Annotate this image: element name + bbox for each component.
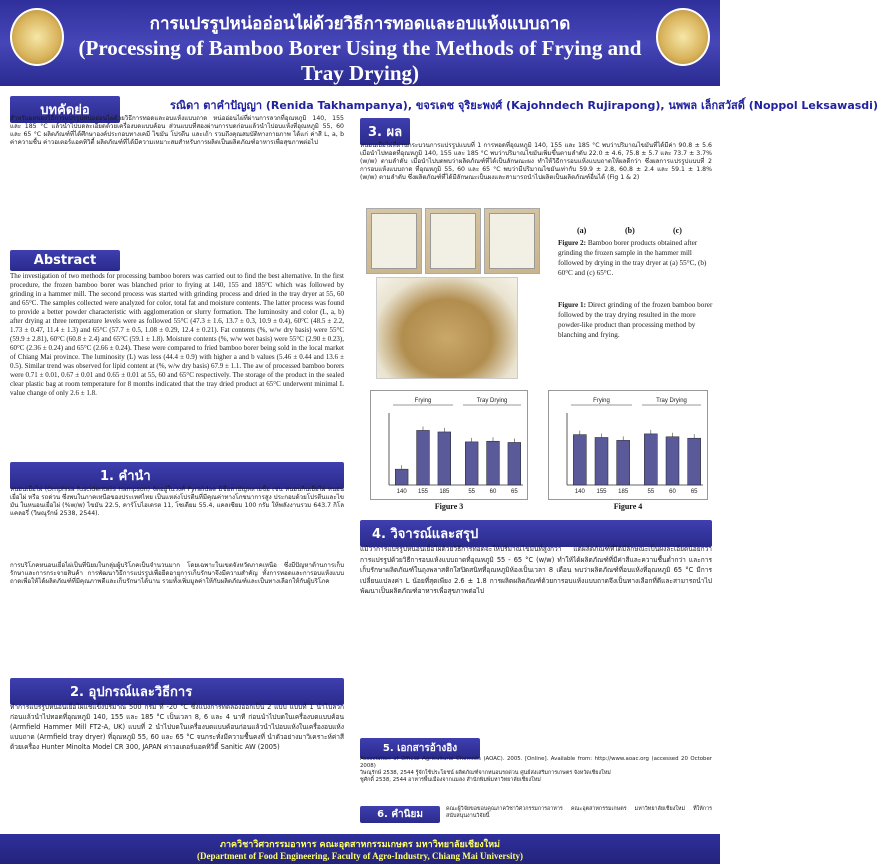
x-tick-label: 155 [417, 489, 429, 495]
abstract-english-text: The investigation of two methods for processing bamboo borers was carried out to find the best alternative. In the first procedure, the frozen bamboo borer was blanched prior to frying at 140, 155 and 185°C which was followed by grinding in a hammer mill. The second process was started with grinding process and dried in the tray dryer at 55, 60 and 65°C. The samples collected were analyzed for color, total fat and moisture contents. The latter process was found to provide a better powder characteristic with agglomeration or slurry formation. The luminosity and color (L, a, b) after drying at three temperature levels were as followed 55°C (47.3 ± 1.6, 13.7 ± 0.3, 10.9 ± 0.4), 60°C (48.5 ± 2.2, 1.73 ± 0.47, 11.4 ± 1.3) and 65°C (57.7 ± 0.5, 1.08 ± 0.29, 12.4 ± 0.21). Fat contents (%, w/w dry basis) were 55°C (59.9 ± 2.81), 60°C (60.8 ± 2.4) and 65°C (59.1 ± 1.8). Moisture contents (%, w/w wet basis) were 55°C (2.90 ± 0.23), 60°C (2.36 ± 0.24) and 65°C (2.66 ± 0.24). These were compared to fried bamboo borer being sold in the local market of Chiang Mai province. The luminosity (L) was less (44.4 ± 0.9) with higher a and b values (5.46 ± 0.44 and 13.6 ± 0.5). Similar trend was observed for lipid content at (%, w/w dry basis) 67.9 ± 1.1. The aw of processed bamboo borers were 0.71 ± 0.01, 0.67 ± 0.01 and 0.65 ± 0.01 at 55, 60 and 65°C respectively. The storage of the product in the sealed clear plastic bag at room temperature for 8 months indicated that the tray dried product at 65°C underwent minimal L value change of only 2.6 ± 1.8. [10, 272, 344, 397]
reference-item: ชูศักดิ์ 2538, 2544 อาหารพื้นเมืองจากแมลง สำนักพิมพ์มหาวิทยาลัยเชียงใหม่ [360, 777, 541, 783]
figure-4-chart [548, 390, 708, 500]
acknowledgment-text: คณะผู้วิจัยขอขอบคุณภาควิชาวิศวกรรมการอาหาร คณะอุตสาหกรรมเกษตร มหาวิทยาลัยเชียงใหม่ ที่ให้การสนับสนุนงานวิจัยนี้ [446, 806, 712, 819]
reference-item: Association of Official Agricultural Chemists (AOAC). 2005. [Online]. Available from: http://www.aoac.org (accessed 20 October 2008) [360, 756, 712, 769]
tray-b [430, 213, 476, 269]
footer-english: (Department of Food Engineering, Faculty of Agro-Industry, Chiang Mai University) [196, 851, 524, 861]
x-tick-label: 185 [618, 489, 629, 495]
chart-bar [395, 469, 408, 485]
figure-1-photo [376, 277, 518, 379]
abstract-thai-text: สำหรับผลของวิธีการแปรรูปหน่ออ่อนไผ่ด้วยวิธีการทอดและอบแห้งแบบถาด หน่ออ่อนไผ่ที่ผ่านการลวกที่อุณหภูมิ 140, 155 และ 185 °C แล้วนำไปบดละเอียดด้วยเครื่องบดแบบค้อน ส่วนแบบที่สองผ่านการบดก่อนแล้วนำไปอบแห้งที่อุณหภูมิ 55, 60 และ 65 °C ผลิตภัณฑ์ที่ได้ศึกษาองค์ประกอบทางเคมี ไขมัน โปรตีน และเถ้า รวมถึงคุณสมบัติทางกายภาพ ได้แก่ ค่าสี L, a, b ค่าความชื้น ค่าวอเตอร์แอคทิวิตี้ ผลิตภัณฑ์ที่ได้มีความเหมาะสมสำหรับการผลิตเป็นผลิตภัณฑ์อาหารเพื่อสุขภาพต่อไป [10, 115, 344, 146]
results-heading: 3. ผล [360, 118, 410, 145]
figure-2-label: Figure 2: [558, 239, 587, 247]
tray-c [489, 213, 535, 269]
x-tick-label: 140 [574, 489, 585, 495]
x-tick-label: 65 [510, 489, 518, 495]
abstract-english-heading: Abstract [10, 250, 120, 271]
figure-3-label: Figure 3 [434, 502, 464, 511]
x-tick-label: 65 [690, 489, 698, 495]
chart-bar [617, 440, 630, 485]
chart-bar [487, 441, 500, 485]
figure-3-svg [371, 391, 529, 501]
title-thai: การแปรรูปหน่ออ่อนไผ่ด้วยวิธีการทอดและอบแห้งแบบถาด [149, 14, 571, 34]
group-label: Frying [593, 398, 610, 404]
photo-label-a: (a) [577, 226, 587, 235]
poster-header [0, 0, 720, 86]
chart-bar [644, 434, 657, 485]
university-seal-icon [10, 8, 64, 66]
x-tick-label: 55 [468, 489, 476, 495]
references-list [360, 756, 712, 802]
figure-1-label: Figure 1: [558, 301, 587, 309]
intro-text-2: การบริโภคหนอนเยื่อไผ่เป็นที่นิยมในกลุ่มผู้บริโภคเป็นจำนวนมาก โดยเฉพาะในเขตจังหวัดภาคเหนือ ซึ่งมีปัญหาด้านการเก็บรักษาและการกระจายสินค้า การพัฒนาวิธีการแปรรูปเพื่อยืดอายุการเก็บรักษาจึงมีความสำคัญ ทั้งการทอดและการอบแห้งแบบถาดเพื่อให้ได้ผลิตภัณฑ์ที่มีคุณภาพดีและเก็บรักษาได้นาน รวมทั้งเพิ่มมูลค่าให้กับผลิตภัณฑ์และเป็นทางเลือกให้กับผู้บริโภค [10, 562, 344, 585]
intro-heading: 1. คำนำ [10, 462, 344, 489]
x-tick-label: 140 [396, 489, 407, 495]
group-label: Frying [414, 398, 432, 404]
photo-c [484, 208, 540, 274]
figure-2-text: Bamboo borer products obtained after grinding the frozen sample in the hammer mill followed by drying in the tray dryer at (a) 55°C, (b) 60°C and (c) 65°C. [558, 239, 707, 277]
discussion-text: แม้ว่าการแปรรูปหนอนเยื่อไผ่ด้วยวิธีการทอดจะให้ปริมาณไขมันที่สูงกว่า แต่ผลิตภัณฑ์ที่ได้มีลักษณะเป็นผงละเอียดน้อยกว่า การแปรรูปด้วยวิธีการอบแห้งแบบถาดที่อุณหภูมิ 55 - 65 °C (w/w) ทำให้ได้ผลิตภัณฑ์ที่มีค่าสีและความชื้นต่ำกว่า และการเก็บรักษาผลิตภัณฑ์ในถุงพลาสติกใสปิดสนิทที่อุณหภูมิห้องเป็นเวลา 8 เดือน พบว่าผลิตภัณฑ์ที่อบแห้งที่อุณหภูมิ 65 °C มีการเปลี่ยนแปลงค่า L น้อยที่สุดเพียง 2.6 ± 1.8 การผลิตผลิตภัณฑ์ด้วยการอบแห้งแบบถาดจึงเป็นทางเลือกที่ดีและสามารถนำไปพัฒนาเป็นผลิตภัณฑ์อาหารเพื่อสุขภาพต่อไป [360, 545, 712, 595]
figure-1-caption [558, 300, 714, 340]
abstract-thai-heading: บทคัดย่อ [10, 96, 120, 123]
tray-a [371, 213, 417, 269]
chart-bar [508, 442, 521, 485]
footer-thai: ภาควิชาวิศวกรรมอาหาร คณะอุตสาหกรรมเกษตร มหาวิทยาลัยเชียงใหม่ [220, 840, 500, 850]
photo-label-b: (b) [625, 226, 635, 235]
x-tick-label: 60 [669, 489, 676, 495]
methods-heading: 2. อุปกรณ์และวิธีการ [10, 678, 344, 705]
faculty-seal-icon [656, 8, 710, 66]
chart-bar [438, 432, 451, 485]
figure-3-chart [370, 390, 528, 500]
figure-2-photos [366, 208, 541, 274]
chart-bar [595, 437, 608, 485]
methods-text: ทำการแปรรูปหนอนเยื่อไผ่แช่แข็งปริมาณ 500 กรัม ที่ -20 °C ซึ่งแบ่งการทดลองออกเป็น 2 แบบ แบบที่ 1 นำไปลวกก่อนแล้วนำไปทอดที่อุณหภูมิ 140, 155 และ 185 °C เป็นเวลา 8, 6 และ 4 นาที ก่อนนำไปบดในเครื่องบดแบบค้อน (Armfield Hammer Mill FT2-A, UK) แบบที่ 2 นำไปบดในเครื่องบดแบบค้อนก่อนแล้วนำไปอบแห้งในเครื่องอบแห้งแบบถาด (Armfield tray dryer) ที่อุณหภูมิ 55, 60 และ 65 °C จนกระทั่งมีความชื้นคงที่ นำตัวอย่างมาวิเคราะห์ค่าสีด้วยเครื่อง Hunter Minolta Model CR 300, JAPAN ค่าวอเตอร์แอคทิวิตี้ Sanitic AW (2005) [10, 703, 344, 751]
acknowledgment-heading: 6. คำนิยม [360, 806, 440, 823]
chart-bar [666, 437, 679, 485]
group-label: Tray Drying [656, 398, 687, 404]
figure-1-text: Direct grinding of the frozen bamboo borer followed by the tray drying resulted in the more powder-like product than processing method by blanching and frying. [558, 301, 713, 339]
x-tick-label: 55 [647, 489, 655, 495]
references-heading: 5. เอกสารอ้างอิง [360, 738, 480, 759]
results-text: หนอนเยื่อไผ่ที่ผ่านกระบวนการแปรรูปแบบที่ 1 การทอดที่อุณหภูมิ 140, 155 และ 185 °C พบว่าปริมาณไขมันที่ได้มีค่า 90.8 ± 5.6 เมื่อนำไปทอดที่อุณหภูมิ 140, 155 และ 185 °C พบว่าปริมาณไขมันเพิ่มขึ้นตามลำดับ 22.0 ± 4.6, 75.8 ± 5.7 และ 73.7 ± 3.7% (w/w) ตามลำดับ เมื่อนำไปบดพบว่าผลิตภัณฑ์ที่ได้เป็นลักษณะผง ทำให้วิธีการอบแห้งแบบถาดให้ผลดีกว่า ซึ่งผลการแปรรูปแบบที่ 2 การอบแห้งแบบถาด ที่อุณหภูมิ 55, 60 และ 65 °C พบว่ามีปริมาณไขมันเท่ากับ 59.9 ± 2.8, 60.8 ± 2.4 และ 59.1 ± 1.8% (w/w) ตามลำดับ ซึ่งผลิตภัณฑ์ที่ได้มีลักษณะเป็นผงและสามารถนำไปผลิตเป็นผลิตภัณฑ์อื่นได้ (Fig 1 & 2) [360, 142, 712, 181]
x-tick-label: 185 [439, 489, 450, 495]
title-english: (Processing of Bamboo Borer Using the Methods of Frying and Tray Drying) [78, 36, 642, 85]
author-list: รณิดา ตาคำปัญญา (Renida Takhampanya), ขจรเดช จุริยะพงศ์ (Kajohndech Rujirapong), นพพล เล็กสวัสดิ์ (Noppol Leksawasdi) [170, 99, 878, 112]
figure-2-caption [558, 238, 714, 278]
chart-bar [417, 430, 430, 485]
figure-4-svg [549, 391, 709, 501]
chart-bar [465, 442, 478, 485]
intro-text-1: หนอนเยื่อไผ่ (Omphisa fuscidentalis Hampson) จัดอยู่ในวงศ์ Pyralidae มีชื่อสามัญหลายชื่อ เช่น หนอนกินเยื่อไผ่ หนอนเยื่อไผ่ หรือ รถด่วน ซึ่งพบในภาคเหนือของประเทศไทย เป็นแหล่งโปรตีนที่มีคุณค่าทางโภชนาการสูง ประกอบด้วยโปรตีนและไขมัน ในหนอนเยื่อไผ่ (%w/w) ไขมัน 22.5, คาร์โบไฮเดรต 11, โซเดียม 55.4, แคลเซียม 100 กรัม ให้พลังงานรวม 643.7 กิโลแคลอรี่ (วิษณุรักษ์ 2538, 2544). [10, 486, 344, 517]
photo-b [425, 208, 481, 274]
photo-a [366, 208, 422, 274]
chart-bar [573, 435, 586, 485]
reference-item: วิษณุรักษ์ 2538, 2544 รู้จักใช้ประโยชน์ ผลิตภัณฑ์จากหนอนรถด่วน ศูนย์ส่งเสริมการเกษตร จังหวัดเชียงใหม่ [360, 770, 611, 776]
figure-4-label: Figure 4 [613, 502, 643, 511]
poster-footer [0, 834, 720, 864]
photo-label-c: (c) [673, 226, 682, 235]
x-tick-label: 155 [596, 489, 607, 495]
x-tick-label: 60 [489, 489, 497, 495]
group-label: Tray Drying [476, 398, 508, 404]
chart-bar [688, 438, 701, 485]
discussion-heading: 4. วิจารณ์และสรุป [360, 520, 712, 547]
